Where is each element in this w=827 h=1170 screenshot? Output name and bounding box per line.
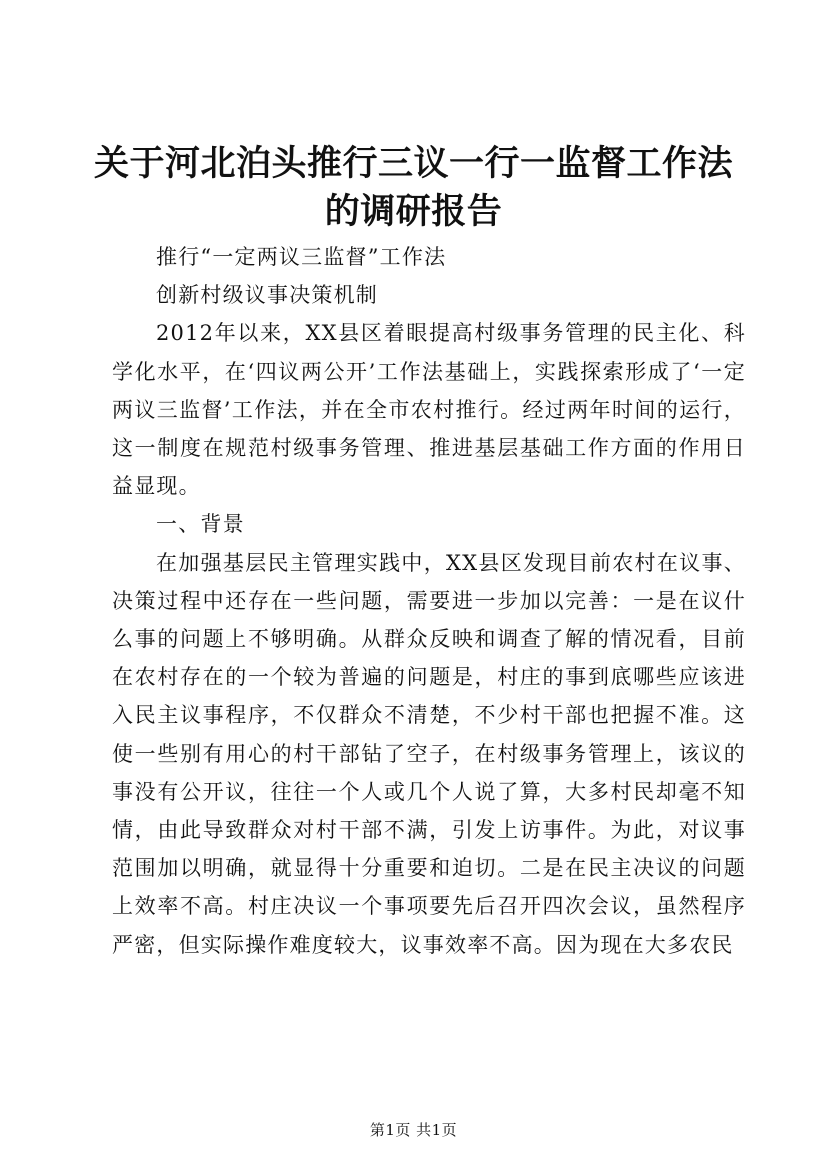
section-heading-background: 一、背景 xyxy=(156,512,245,537)
paragraph-background: 在加强基层民主管理实践中，XX县区发现目前农村在议事、决策过程中还存在一些问题，需要进一步加以完善：一是在议什么事的问题上不够明确。从群众反映和调查了解的情况看，目前在农村存在的一个较为普遍的问题是，村庄的事到底哪些应该进入民主议事程序，不仅群众不清楚，不少村干部也把握不准。这使一些别有用心的村干部钻了空子，在村级事务管理上，该议的事没有公开议，往往一个人或几个人说了算，大多村民却毫不知情，由此导致群众对村干部不满，引发上访事件。为此，对议事范围加以明确，就显得十分重要和迫切。二是在民主决议的问题上效率不高。村庄决议一个事项要先后召开四次会议，虽然程序严密，但实际操作难度较大，议事效率不高。因为现在大多农民 xyxy=(112,550,746,957)
document-body xyxy=(112,238,746,964)
paragraph-subtitle-2: 创新村级议事决策机制 xyxy=(156,283,378,308)
paragraph-subtitle-1: 推行“一定两议三监督”工作法 xyxy=(156,245,447,269)
page-footer: 第1页 共1页 xyxy=(369,1121,458,1139)
paragraph-intro: 2012年以来，XX县区着眼提高村级事务管理的民主化、科学化水平，在‘四议两公开’工作法基础上，实践探索形成了‘一定两议三监督’工作法，并在全市农村推行。经过两年时间的运行，这一制度在规范村级事务管理、推进基层基础工作方面的作用日益显现。 xyxy=(112,321,746,499)
document-title: 关于河北泊头推行三议一行一监督工作法的调研报告 xyxy=(93,143,733,232)
